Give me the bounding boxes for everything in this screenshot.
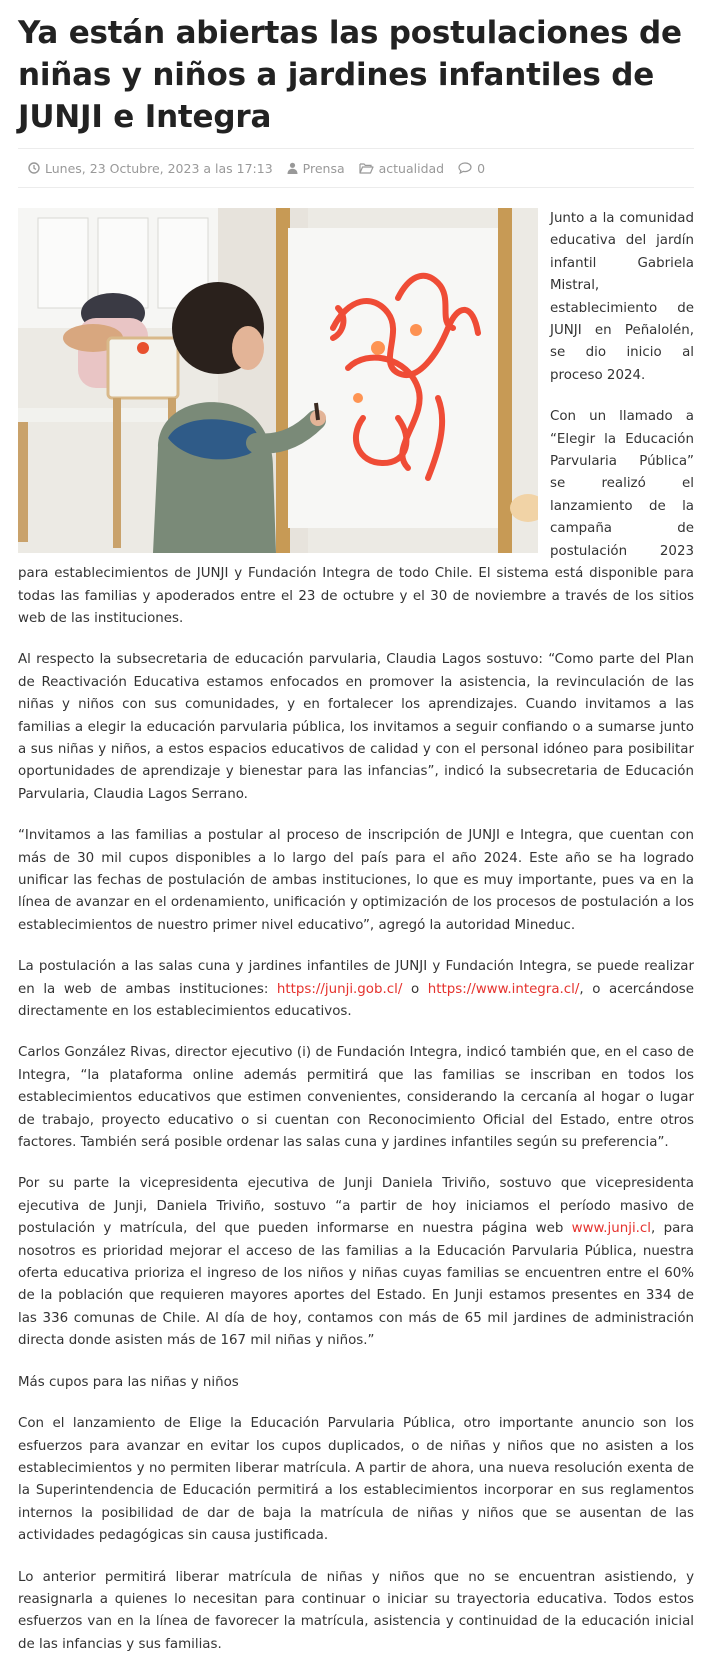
paragraph-5 bbox=[18, 956, 694, 1023]
paragraph-7 bbox=[18, 1173, 694, 1352]
section-subheading: Más cupos para las niñas y niños bbox=[18, 1374, 239, 1390]
article-title: Ya están abiertas las postulaciones de niñas y niños a jardines infantiles de JUNJI e Integra bbox=[18, 15, 682, 135]
junji-cl-link[interactable]: www.junji.cl bbox=[571, 1221, 652, 1237]
paragraph-5-text-c: , o acercándose directamente en los establecimientos educativos. bbox=[18, 981, 694, 1019]
junji-gob-link[interactable]: https://junji.gob.cl/ bbox=[276, 981, 403, 997]
article-body bbox=[18, 208, 694, 1656]
paragraph-10: Lo anterior permitirá liberar matrícula de niñas y niños que no se encuentran asistiendo, y reasignarla a quienes lo necesitan para continuar o iniciar su trayectoria educativa. Todos estos esfuerzos van en la línea de favorecer la matrícula, asistencia y continuidad de la educación inicial de las infancias y sus familias. bbox=[18, 1569, 694, 1652]
clock-icon bbox=[28, 162, 40, 174]
meta-comments-count: 0 bbox=[477, 160, 486, 176]
meta-category[interactable] bbox=[359, 161, 445, 176]
comment-icon bbox=[458, 162, 472, 174]
meta-date-text: Lunes, 23 Octubre, 2023 a las 17:13 bbox=[45, 160, 273, 176]
meta-date bbox=[28, 161, 273, 176]
paragraph-1: Junto a la comunidad educativa del jardín infantil Gabriela Mistral, establecimiento de JUNJI en Peñalolén, se dio inicio al proceso 2024. bbox=[550, 211, 694, 383]
paragraph-9: Con el lanzamiento de Elige la Educación Parvularia Pública, otro importante anuncio son los esfuerzos para avanzar en evitar los cupos duplicados, o de niñas y niños que no asisten a los establecimientos y no permiten liberar matrícula. A partir de ahora, una nueva resolución exenta de la Superintendencia de Educación permitirá a los establecimientos incorporar en sus reglamentos internos la posibilidad de dar de baja la matrícula de niñas y niños que se ausentan de las actividades pedagógicas sin causa justificada. bbox=[18, 1416, 694, 1544]
article-meta bbox=[18, 148, 694, 188]
folder-open-icon bbox=[359, 162, 374, 174]
meta-author[interactable] bbox=[287, 161, 345, 176]
paragraph-7-text-b: , para nosotros es prioridad mejorar el acceso de las familias a la Educación Parvularia Pública, nuestra oferta educativa prioriza el ingreso de los niños y niñas cuyas familias se encuentren entre el 60% de la población que requieren mayores aportes del Estado. En Junji estamos presentes en 334 de las 336 comunas de Chile. Al día de hoy, contamos con más de 65 mil jardines de administración directa donde asisten más de 167 mil niñas y niños.” bbox=[18, 1221, 694, 1349]
meta-category-text: actualidad bbox=[378, 160, 445, 176]
meta-comments[interactable] bbox=[458, 161, 485, 176]
meta-author-text: Prensa bbox=[302, 160, 345, 176]
integra-link[interactable]: https://www.integra.cl/ bbox=[427, 981, 580, 997]
paragraph-5-text-a: La postulación a las salas cuna y jardines infantiles de JUNJI y Fundación Integra, se puede realizar en la web de ambas instituciones: bbox=[18, 959, 694, 997]
article-image bbox=[18, 208, 538, 553]
paragraph-2: Con un llamado a “Elegir la Educación Parvularia Pública” se realizó el lanzamiento de la campaña de postulación 2023 para establecimientos de JUNJI y Fundación Integra de todo Chile. El sistema está disponible para todas las familias y apoderados entre el 23 de octubre y el 30 de noviembre a través de los sitios web de las instituciones. bbox=[18, 409, 694, 626]
child-painting-photo bbox=[18, 208, 538, 553]
paragraph-3: Al respecto la subsecretaria de educación parvularia, Claudia Lagos sostuvo: “Como parte del Plan de Reactivación Educativa estamos enfocados en promover la asistencia, la revinculación de las niñas y niños con sus comunidades, y en fortalecer los aprendizajes. Cuando invitamos a las familias a elegir la educación parvularia pública, los invitamos a seguir confiando o a sumarse junto a sus niñas y niños, a estos espacios educativos de calidad y con el personal idóneo para posibilitar oportunidades de aprendizaje y bienestar para las infancias”, indicó la subsecretaria de Educación Parvularia, Claudia Lagos Serrano. bbox=[18, 652, 694, 802]
paragraph-5-text-b: o bbox=[402, 981, 428, 997]
user-icon bbox=[287, 162, 298, 174]
paragraph-6: Carlos González Rivas, director ejecutivo (i) de Fundación Integra, indicó también que, en el caso de Integra, “la plataforma online además permitirá que las familias se inscriban en todos los establecimientos educativos que estimen convenientes, considerando la cercanía al hogar o lugar de trabajo, proyecto educativo o si cuentan con Reconocimiento Oficial del Estado, entre otros factores. También será posible ordenar las salas cuna y jardines infantiles según su preferencia”. bbox=[18, 1045, 694, 1151]
paragraph-7-text-a: Por su parte la vicepresidenta ejecutiva de Junji Daniela Triviño, sostuvo que vicepresidenta ejecutiva de Junji, Daniela Triviño, sostuvo “a partir de hoy iniciamos el período masivo de postulación y matrícula, del que pueden informarse en nuestra página web bbox=[18, 1176, 694, 1237]
paragraph-4: “Invitamos a las familias a postular al proceso de inscripción de JUNJI e Integra, que cuentan con más de 30 mil cupos disponibles a lo largo del país para el año 2024. Este año se ha logrado unificar las fechas de postulación de ambas instituciones, lo que es muy importante, pues va en la línea de avanzar en el ordenamiento, unificación y optimización de los procesos de postulación a los establecimientos de nuestro primer nivel educativo”, agregó la autoridad Mineduc. bbox=[18, 828, 694, 933]
